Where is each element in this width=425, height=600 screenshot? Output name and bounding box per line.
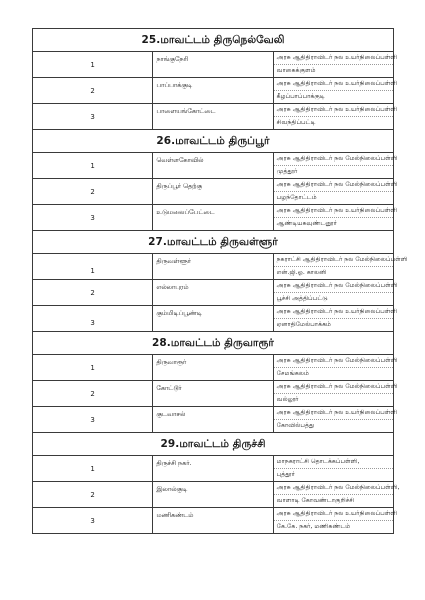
school-name-cell: [273, 280, 398, 306]
school-list-document: [32, 28, 408, 534]
school-name-line: அரசு ஆதிதிராவிடர் நல உயர்நிலைப்பள்ளி: [276, 54, 398, 61]
school-name-line: வாளாடி கோவண்டாகுறிச்சி: [274, 494, 393, 507]
district-header-row: [33, 130, 394, 153]
school-name-line: அரசு ஆதிதிராவிடர் நல உயர்நிலைப்பள்ளி: [276, 510, 398, 517]
block-name: உடுமலைப்பேட்டை: [153, 205, 273, 231]
block-name: மணிகண்டம்: [153, 508, 273, 534]
block-name: திருச்சி நகர்.: [153, 456, 273, 482]
block-name: பாப்பாக்குடி: [153, 78, 273, 104]
table-row: [33, 482, 394, 508]
table-row: [33, 153, 394, 179]
row-number: 3: [33, 306, 153, 332]
row-number: 2: [33, 381, 153, 407]
school-name-line: கோவில்பத்து: [274, 419, 393, 432]
row-number: 1: [33, 456, 153, 482]
school-name-cell: [273, 355, 398, 381]
school-name-cell: [273, 407, 398, 433]
school-name-line: முத்தூர்: [274, 165, 393, 178]
block-name: குடவாசல்: [153, 407, 273, 433]
school-name-line: அரசு ஆதிதிராவிடர் நல உயர்நிலைப்பள்ளி: [276, 207, 398, 214]
school-name-cell: [273, 381, 398, 407]
school-name-line: நகராட்சி ஆதிதிராவிடர் நல மேல்நிலைப்பள்ளி: [276, 256, 408, 263]
row-number: 2: [33, 179, 153, 205]
school-name-cell: [273, 153, 398, 179]
block-name: திருப்பூர் தெற்கு: [153, 179, 273, 205]
district-title: 26.மாவட்டம் திருப்பூர்: [33, 130, 394, 153]
school-name-line: என்.ஜி.ஓ. காலனி: [274, 266, 393, 279]
table-row: [33, 355, 394, 381]
row-number: 1: [33, 52, 153, 78]
block-name: திருவாரூர்: [153, 355, 273, 381]
school-name-line: அரசு ஆதிதிராவிடர் நல மேல்நிலைப்பள்ளி: [276, 181, 398, 188]
district-title: 28.மாவட்டம் திருவாரூர்: [33, 332, 394, 355]
school-name-line: அரசு ஆதிதிராவிடர் நல மேல்நிலைப்பள்ளி: [276, 282, 398, 289]
row-number: 3: [33, 104, 153, 130]
table-row: [33, 254, 394, 280]
table-row: [33, 52, 394, 78]
school-name-line: அரசு ஆதிதிராவிடர் நல மேல்நிலைப்பள்ளி: [276, 357, 398, 364]
school-table-body: [33, 29, 408, 534]
school-name-line: ஏனாதிமேல்பாக்கம்: [274, 318, 393, 331]
block-name: இலால்குடி: [153, 482, 273, 508]
table-row: [33, 280, 394, 306]
table-row: [33, 205, 394, 231]
school-name-line: அரசு ஆதிதிராவிடர் நல மேல்நிலைப்பள்ளி: [276, 155, 398, 162]
school-name-line: பூச்சி அத்திப்பட்டு: [274, 292, 393, 305]
district-title: 27.மாவட்டம் திருவள்ளூர்: [33, 231, 394, 254]
table-row: [33, 456, 394, 482]
school-name-cell: [273, 508, 398, 534]
district-header-row: [33, 29, 394, 52]
table-row: [33, 381, 394, 407]
school-name-line: சிவந்திப்பட்டி: [274, 116, 393, 129]
block-name: கும்மிடிப்பூண்டி: [153, 306, 273, 332]
row-number: 2: [33, 78, 153, 104]
block-name: எல்லாபுரம்: [153, 280, 273, 306]
school-name-cell: [273, 78, 398, 104]
row-number: 1: [33, 254, 153, 280]
row-number: 3: [33, 205, 153, 231]
school-name-line: அரசு ஆதிதிராவிடர் நல உயர்நிலைப்பள்ளி: [276, 409, 398, 416]
district-title: 29.மாவட்டம் திருச்சி: [33, 433, 394, 456]
school-name-cell: [273, 456, 393, 482]
school-name-line: அரசு ஆதிதிராவிடர் நல உயர்நிலைப்பள்ளி: [276, 308, 398, 315]
school-name-cell: [273, 254, 408, 280]
school-name-cell: [273, 104, 398, 130]
school-name-line: கீழப்பாப்பாக்குடி: [274, 90, 393, 103]
school-name-line: ஆண்டியகவுண்டனூர்: [274, 217, 393, 230]
row-number: 3: [33, 407, 153, 433]
block-name: கோட்டூர்: [153, 381, 273, 407]
school-name-line: கே.கே. நகர், மணிகண்டம்: [274, 520, 393, 533]
table-row: [33, 104, 394, 130]
table-row: [33, 407, 394, 433]
school-name-line: மாநகராட்சி தொடக்கப்பள்ளி,: [276, 458, 360, 465]
district-header-row: [33, 231, 394, 254]
row-number: 2: [33, 280, 153, 306]
school-name-cell: [273, 306, 398, 332]
table-row: [33, 78, 394, 104]
school-name-line: பழந்தோட்டம்: [274, 191, 393, 204]
school-name-cell: [273, 482, 400, 508]
block-name: பாளையங்கோட்டை: [153, 104, 273, 130]
block-name: திருவள்ளூர்: [153, 254, 273, 280]
school-name-line: வாகைக்குளம்: [274, 64, 393, 77]
district-header-row: [33, 332, 394, 355]
district-header-row: [33, 433, 394, 456]
school-name-line: அரசு ஆதிதிராவிடர் நல மேல்நிலைப்பள்ளி,: [276, 484, 400, 491]
school-name-cell: [273, 179, 398, 205]
school-name-cell: [273, 205, 398, 231]
school-name-line: அரசு ஆதிதிராவிடர் நல மேல்நிலைப்பள்ளி: [276, 383, 398, 390]
school-name-cell: [273, 52, 398, 78]
school-name-line: சேமங்கலம்: [274, 367, 393, 380]
row-number: 1: [33, 355, 153, 381]
table-row: [33, 179, 394, 205]
block-name: நாங்குநேரி: [153, 52, 273, 78]
row-number: 3: [33, 508, 153, 534]
school-name-line: வல்லூர்: [274, 393, 393, 406]
school-name-line: புத்தூர்: [274, 468, 393, 481]
district-title: 25.மாவட்டம் திருநெல்வேலி: [33, 29, 394, 52]
table-row: [33, 306, 394, 332]
row-number: 2: [33, 482, 153, 508]
row-number: 1: [33, 153, 153, 179]
school-name-line: அரசு ஆதிதிராவிடர் நல உயர்நிலைப்பள்ளி: [276, 80, 398, 87]
school-name-line: அரசு ஆதிதிராவிடர் நல உயர்நிலைப்பள்ளி: [276, 106, 398, 113]
table-row: [33, 508, 394, 534]
block-name: வெள்ளகோவில்: [153, 153, 273, 179]
school-table: [32, 28, 408, 534]
